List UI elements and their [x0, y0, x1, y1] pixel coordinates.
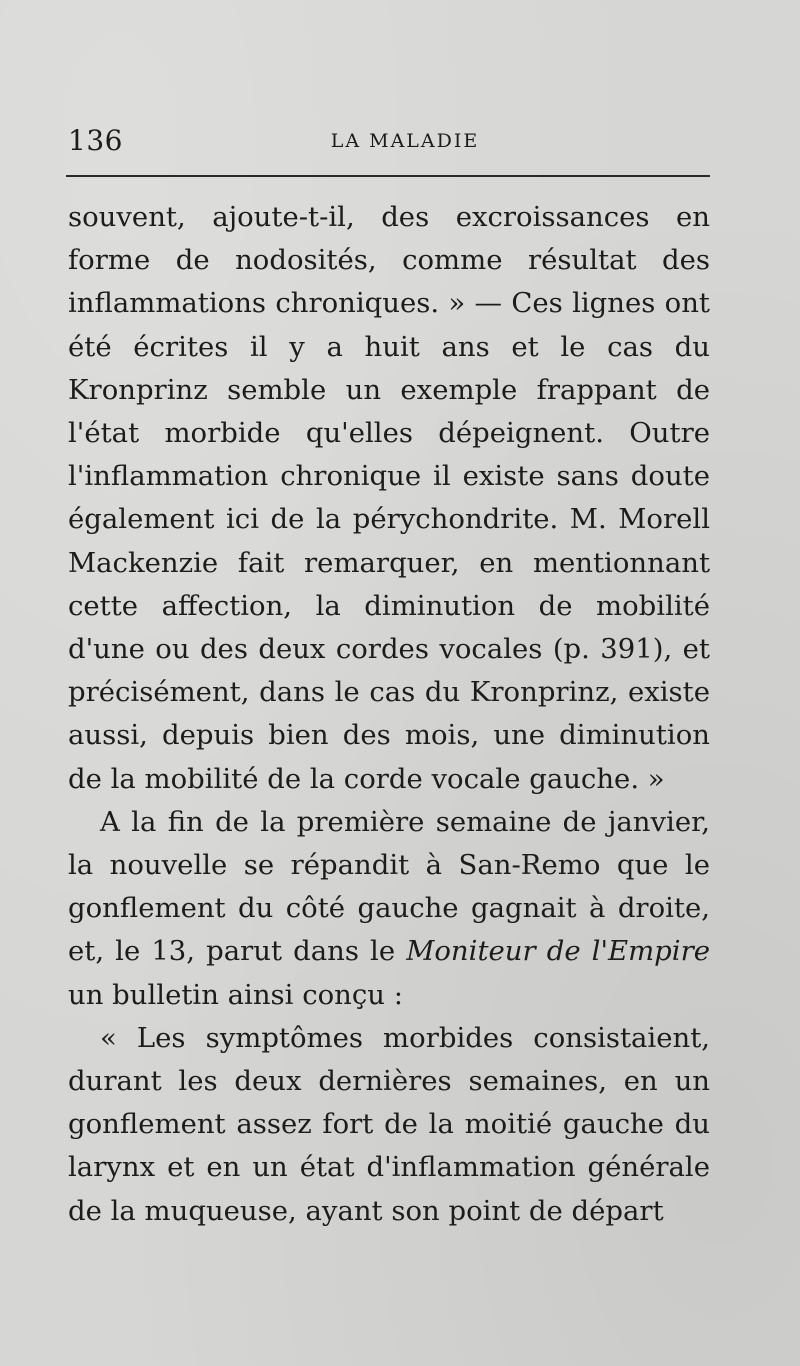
paragraph-text-before: A la fin de la première semaine de janvier, la nouvelle se répandit à San-Remo que le gonflement du côté gauche gagnait à droite, et, le 13, parut dans le — [68, 805, 710, 968]
paragraph-bulletin-intro — [68, 801, 710, 1017]
header-rule — [66, 175, 710, 177]
body-text — [68, 196, 710, 1233]
newspaper-title: Moniteur de l'Empire — [406, 935, 711, 968]
paragraph-bulletin-quote: « Les symptômes morbides consistaient, durant les deux dernières semaines, en un gonflement assez fort de la moitié gauche du larynx et en un état d'inflammation générale de la muqueuse, ayant son point de départ — [68, 1021, 710, 1227]
paragraph-continued: souvent, ajoute-t-il, des excroissances en forme de nodosités, comme résultat des inflammations chroniques. » — Ces lignes ont été écrites il y a huit ans et le cas du Kronprinz semble un exemple frappant de l'état morbide qu'elles dépeignent. Outre l'inflammation chronique il existe sans doute également ici de la pérychondrite. M. Morell Mackenzie fait remarquer, en mentionnant cette affection, la diminution de mobilité d'une ou des deux cordes vocales (p. 391), et précisément, dans le cas du Kronprinz, existe aussi, depuis bien des mois, une diminution de la mobilité de la corde vocale gauche. » — [68, 201, 710, 795]
page-header — [68, 124, 710, 164]
page-number: 136 — [68, 124, 123, 157]
paragraph-text-after: un bulletin ainsi conçu : — [68, 978, 403, 1011]
running-head: LA MALADIE — [330, 130, 480, 152]
